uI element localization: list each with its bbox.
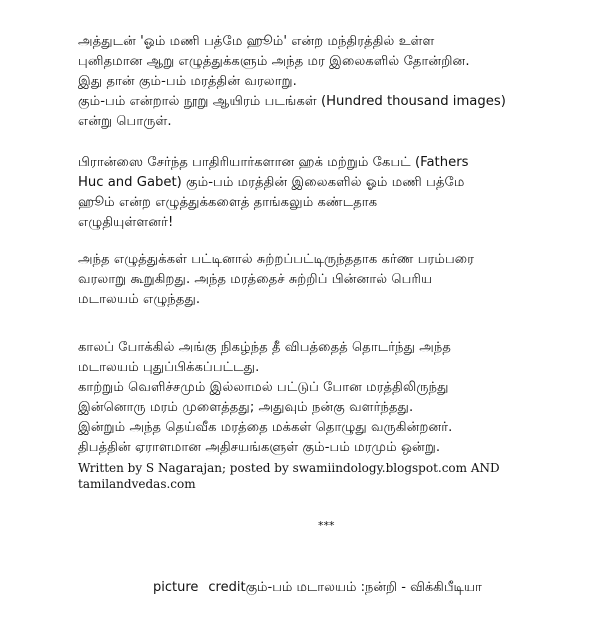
text-line: இன்றும் அந்த தெய்வீக மரத்தை மக்கள் தொழுது வருகின்றனர். xyxy=(78,420,453,435)
paragraph-fire-rebuild xyxy=(78,338,578,458)
text-line: கும்-பம் என்றால் நூறு ஆயிரம் படங்கள் (Hundred thousand images) xyxy=(78,94,506,109)
paragraph-silk-wrapped xyxy=(78,250,578,310)
paragraph-fathers-huc-gabet xyxy=(78,153,578,233)
text-line: என்று பொருள். xyxy=(78,114,172,129)
text-line: மடாலயம் புதுப்பிக்கப்பட்டது. xyxy=(78,360,260,375)
text-line: வரலாறு கூறுகிறது. அந்த மரத்தைச் சுற்றிப் பின்னால் பெரிய xyxy=(78,272,433,287)
text-line: எழுதியுள்ளனர்! xyxy=(78,215,174,230)
text-line: ஹூம் என்ற எழுத்துக்களைத் தாங்கலும் கண்டதாக xyxy=(78,195,378,210)
text-line: புனிதமான ஆறு எழுத்துக்களும் அந்த மர இலைகளில் தோன்றின. xyxy=(78,54,470,69)
author-credit xyxy=(78,460,558,492)
text-line: இன்னொரு மரம் முளைத்தது; அதுவும் நன்கு வளர்ந்தது. xyxy=(78,400,414,415)
picture-credit-text: கும்-பம் மடாலயம் :நன்றி - விக்கிபீடியா xyxy=(245,580,482,595)
text-line: அத்துடன் 'ஓம் மணி பத்மே ஹூம்' என்ற மந்திரத்தில் உள்ள xyxy=(78,34,435,49)
text-line: அந்த எழுத்துக்கள் பட்டினால் சுற்றப்பட்டிருந்ததாக கர்ண பரம்பரை xyxy=(78,252,475,267)
text-line: காற்றும் வெளிச்சமும் இல்லாமல் பட்டுப் போன மரத்திலிருந்து xyxy=(78,380,449,395)
picture-credit-label: credit xyxy=(208,580,246,595)
text-line: திபத்தின் ஏராளமான அதிசயங்களுள் கும்-பம் மரமும் ஒன்று. xyxy=(78,440,441,455)
paragraph-bodhi-letters xyxy=(78,32,578,132)
section-separator: *** xyxy=(318,519,335,532)
credit-line: Written by S Nagarajan; posted by swamiindology.blogspot.com AND xyxy=(78,461,500,475)
text-line: காலப் போக்கில் அங்கு நிகழ்ந்த தீ விபத்தைத் தொடர்ந்து அந்த xyxy=(78,340,451,355)
picture-credit xyxy=(153,580,492,596)
picture-credit-label: picture xyxy=(153,580,199,595)
credit-line: tamilandvedas.com xyxy=(78,477,196,491)
text-line: பிரான்ஸை சேர்ந்த பாதிரியார்களான ஹக் மற்றும் கேபட் (Fathers xyxy=(78,155,469,170)
text-line: மடாலயம் எழுந்தது. xyxy=(78,292,201,307)
text-line: இது தான் கும்-பம் மரத்தின் வரலாறு. xyxy=(78,74,297,89)
text-line: Huc and Gabet) கும்-பம் மரத்தின் இலைகளில் ஓம் மணி பத்மே xyxy=(78,175,465,190)
